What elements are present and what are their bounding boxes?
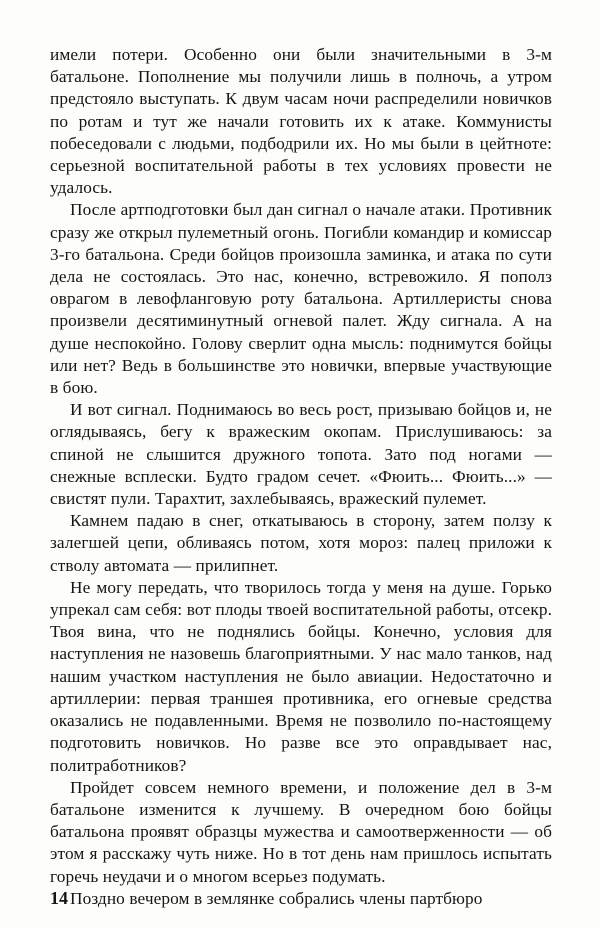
paragraph-3: И вот сигнал. Поднимаюсь во весь рост, призываю бойцов и, не оглядываясь, бегу к вражеским окопам. Прислушиваюсь: за спиной не слышится дружного топота. Зато под ногами — снежные всплески. Будто градом сечет. «Фюить... Фюить...» — свистят пули. Тарахтит, захлебываясь, вражеский пулемет. — [50, 400, 552, 509]
paragraph-6: Пройдет совсем немного времени, и положение дел в 3-м батальоне изменится к лучшему. В очередном бою бойцы батальона проявят образцы мужества и самоотверженности — об этом я расскажу чуть ниже. Но в тот день нам пришлось испытать горечь неудачи и о многом всерьез подумать. — [50, 777, 552, 886]
paragraph-4: Камнем падаю в снег, откатываюсь в сторону, затем ползу к залегшей цепи, обливаясь потом, хотя мороз: палец приложи к стволу автомата — прилипнет. — [50, 511, 552, 575]
body-text — [50, 44, 552, 910]
paragraph-5: Не могу передать, что творилось тогда у меня на душе. Горько упрекал сам себя: вот плоды твоей воспитательной работы, отсекр. Твоя вина, что не поднялись бойцы. Конечно, условия для наступления не назовешь благоприятными. У нас мало танков, над нашим участком наступления не было авиации. Недостаточно и артиллерии: первая траншея противника, его огневые средства оказались не подавленными. Время не позволило по-настоящему подготовить новичков. Но разве все это оправдывает нас, политработников? — [50, 577, 552, 775]
paragraph-7: Поздно вечером в землянке собрались члены партбюро — [70, 888, 483, 908]
paragraph-1: имели потери. Особенно они были значительными в 3-м батальоне. Пополнение мы получили лишь в полночь, а утром предстояло выступать. К двум часам ночи распределили новичков по ротам и тут же начали готовить их к атаке. Коммунисты побеседовали с людьми, подбодрили их. Но мы были в цейтноте: серьезной воспитательной работы в тех условиях провести не удалось. — [50, 45, 552, 198]
page-number: 14 — [50, 888, 68, 908]
paragraph-2: После артподготовки был дан сигнал о начале атаки. Противник сразу же открыл пулеметный огонь. Погибли командир и комиссар 3-го батальона. Среди бойцов произошла заминка, и атака по сути дела не состоялась. Это нас, конечно, встревожило. Я пополз оврагом в левофланговую роту батальона. Артиллеристы снова произвели десятиминутный огневой палет. Жду сигнала. А на душе неспокойно. Голову сверлит одна мысль: поднимутся бойцы или нет? Ведь в большинстве это новички, впервые участвующие в бою. — [50, 200, 552, 398]
